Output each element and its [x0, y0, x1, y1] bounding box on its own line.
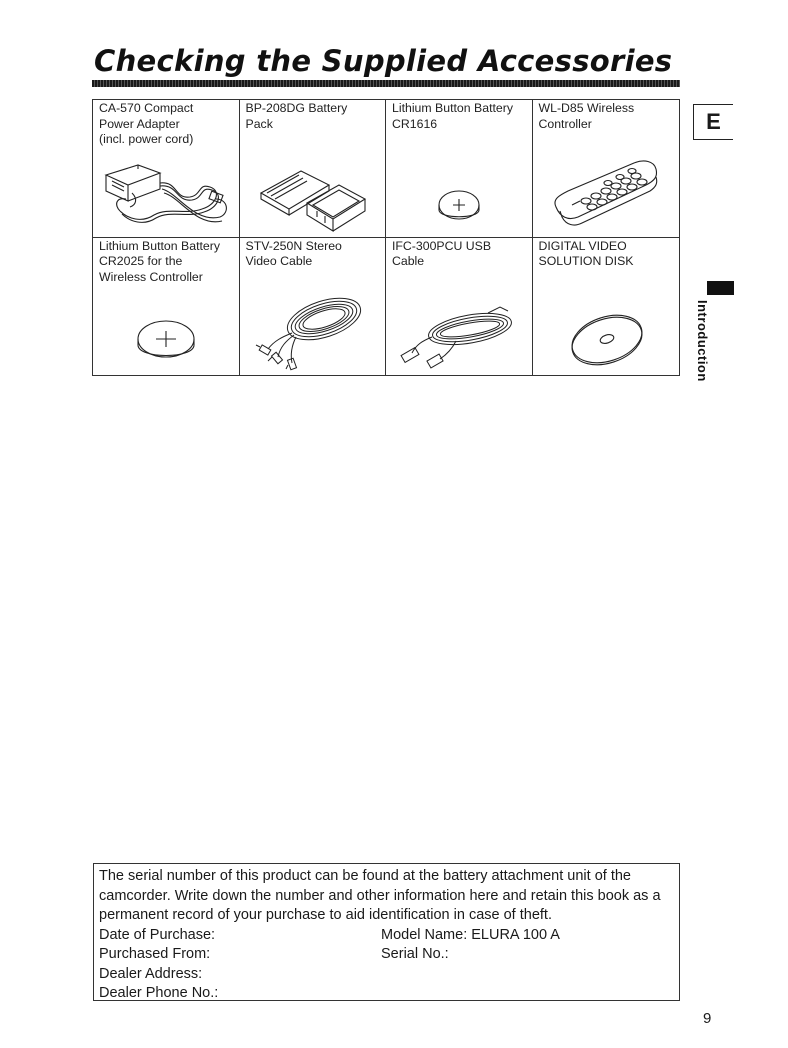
accessory-cell — [93, 100, 240, 238]
section-letter-tab: E — [693, 104, 733, 140]
dealer-phone-label: Dealer Phone No.: — [99, 985, 219, 1001]
battery-pack-icon — [247, 163, 377, 233]
accessory-cell — [386, 238, 533, 376]
serial-number-notice — [93, 863, 680, 1001]
accessory-label: STV-250N Stereo Video Cable — [245, 238, 342, 268]
remote-controller-icon — [546, 155, 666, 233]
accessory-label: CA-570 Compact Power Adapter (incl. power cord) — [99, 101, 194, 146]
section-label: Introduction — [695, 300, 710, 382]
cd-disk-icon — [561, 311, 651, 371]
accessory-label: DIGITAL VIDEO SOLUTION DISK — [538, 238, 634, 268]
accessory-cell — [240, 238, 387, 376]
title-rule — [92, 80, 680, 87]
form-row — [99, 945, 674, 965]
accessory-cell — [93, 238, 240, 376]
av-cable-icon — [252, 289, 372, 371]
accessory-cell — [240, 100, 387, 238]
power-adapter-icon — [98, 153, 234, 233]
accessories-table — [92, 99, 680, 376]
model-name-label: Model Name: ELURA 100 A — [381, 926, 560, 943]
accessory-cell — [533, 100, 680, 238]
date-of-purchase-label: Date of Purchase: — [99, 926, 216, 943]
form-row — [99, 965, 674, 985]
accessory-label: Lithium Button Battery CR2025 for the Wireless Controller — [99, 238, 220, 284]
accessory-cell — [533, 238, 680, 376]
purchased-from-label: Purchased From: — [99, 946, 211, 962]
accessory-cell — [386, 100, 533, 238]
page-number: 9 — [703, 1010, 712, 1027]
button-battery-icon — [128, 315, 204, 371]
section-marker-bar — [707, 281, 734, 295]
dealer-address-label: Dealer Address: — [99, 965, 203, 982]
form-row — [99, 926, 674, 946]
page-title: Checking the Supplied Accessories — [94, 44, 673, 78]
serial-no-label: Serial No.: — [381, 946, 449, 962]
accessory-label: BP-208DG Battery Pack — [245, 101, 348, 131]
form-row — [99, 984, 674, 1004]
serial-notice-text: The serial number of this product can be found at the battery attachment unit of the camcorder. Write down the number and other information here and retain this book as a permanent record of your purchase to aid identification in case of theft. — [99, 868, 661, 923]
usb-cable-icon — [396, 295, 522, 371]
accessory-label: Lithium Button Battery CR1616 — [392, 101, 513, 131]
button-battery-icon — [429, 183, 489, 233]
accessory-label: WL-D85 Wireless Controller — [538, 101, 635, 131]
accessory-label: IFC-300PCU USB Cable — [392, 238, 492, 268]
